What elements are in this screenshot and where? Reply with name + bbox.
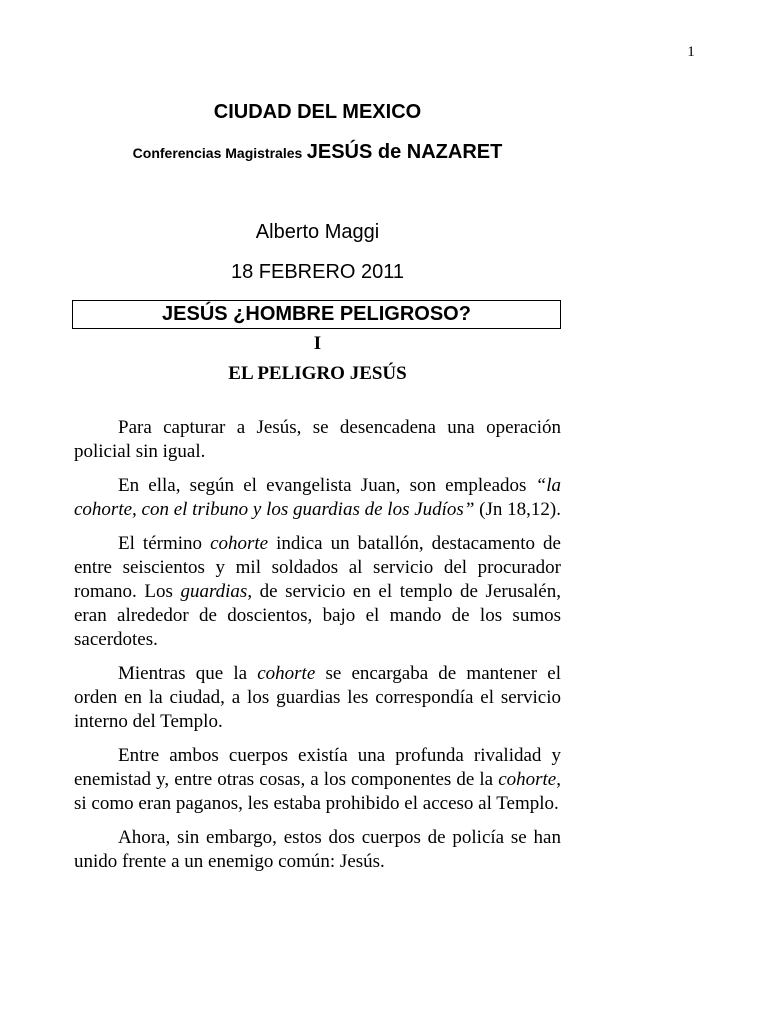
paragraph-text: Entre ambos cuerpos existía una profunda rivalidad y enemistad y, entre otras cosas, a los componentes de la xyxy=(74,745,561,790)
conference-series: Conferencias Magistrales xyxy=(132,145,303,161)
italic-text: “la cohorte, con el tribuno y los guardias de los Judíos” xyxy=(74,475,561,520)
lecture-date: 18 FEBRERO 2011 xyxy=(230,261,405,283)
paragraph-text: , si como eran paganos, les estaba prohibido el acceso al Templo. xyxy=(74,769,561,814)
body-paragraph xyxy=(74,532,561,652)
body-paragraph xyxy=(74,416,561,464)
body-text xyxy=(74,416,561,874)
author-name: Alberto Maggi xyxy=(255,221,380,243)
paragraph-text: (Jn 18,12). xyxy=(474,499,561,520)
italic-text: guardias xyxy=(180,581,248,602)
italic-text: cohorte xyxy=(498,769,557,790)
paragraph-text: Para capturar a Jesús, se desencadena una operación policial sin igual. xyxy=(74,417,561,462)
page-number: 1 xyxy=(687,44,695,60)
body-paragraph xyxy=(74,826,561,874)
section-title: EL PELIGRO JESÚS xyxy=(228,363,407,384)
conference-topic: JESÚS de NAZARET xyxy=(306,141,503,163)
paragraph-text: se encargaba de mantener el orden en la ciudad, a los guardias les correspondía el servicio interno del Templo. xyxy=(74,663,561,732)
paragraph-text: El término xyxy=(118,533,211,554)
conference-subtitle xyxy=(74,141,561,164)
italic-text: cohorte xyxy=(257,663,316,684)
section-number: I xyxy=(313,333,322,354)
body-paragraph xyxy=(74,474,561,522)
document-title: CIUDAD DEL MEXICO xyxy=(213,101,422,123)
body-paragraph xyxy=(74,662,561,734)
paragraph-text: Mientras que la xyxy=(118,663,258,684)
body-paragraph xyxy=(74,744,561,816)
paragraph-text: En ella, según el evangelista Juan, son empleados xyxy=(118,475,536,496)
paragraph-text: Ahora, sin embargo, estos dos cuerpos de policía se han unido frente a un enemigo común: Jesús. xyxy=(74,827,561,872)
paragraph-text: , de servicio en el templo de Jerusalén, eran alrededor de doscientos, bajo el mando de los sumos sacerdotes. xyxy=(74,581,561,650)
paragraph-text: indica un batallón, destacamento de entre seiscientos y mil soldados al servicio del procurador romano. Los xyxy=(74,533,561,602)
lecture-title-box: JESÚS ¿HOMBRE PELIGROSO? xyxy=(72,300,561,329)
italic-text: cohorte xyxy=(210,533,269,554)
